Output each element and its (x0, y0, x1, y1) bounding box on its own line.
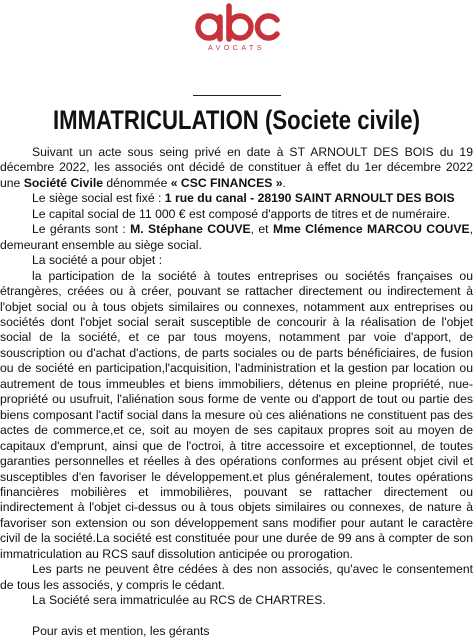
paragraph-managers (0, 222, 473, 253)
deed-text: Suivant un acte sous seing privé en date à ST ARNOULT DES BOIS du 19 décembre 2022, les associés ont décidé de constituer à effet du 1er décembre 2022 une (0, 145, 473, 190)
managers-residence: , demeurant ensemble au siège social. (0, 222, 473, 252)
paragraph-purpose-label: La société a pour objet : (32, 253, 163, 268)
notice-title: IMMATRICULATION (Societe civile) (53, 105, 420, 135)
company-logo (0, 0, 473, 62)
deed-text-2: dénommée (103, 175, 171, 190)
manager-2: Mme Clémence MARCOU COUVE (272, 222, 470, 237)
head-office-label: Le siège social est fixé : (32, 191, 165, 206)
head-office-address: 1 rue du canal - 28190 SAINT ARNOULT DES BOIS (164, 191, 455, 206)
company-name: « CSC FINANCES » (170, 175, 283, 190)
managers-sep: , et (250, 222, 273, 237)
paragraph-shares: Les parts ne peuvent être cédées à des non associés, qu'avec le consentement de tous les associés, y compris le cédant. (0, 562, 473, 592)
paragraph-registration: La Société sera immatriculée au RCS de CHARTRES. (32, 593, 326, 608)
logo-subtitle: AVOCATS (208, 45, 265, 52)
paragraph-signature: Pour avis et mention, les gérants (32, 623, 210, 638)
paragraph-purpose: la participation de la société à toutes entreprises ou sociétés françaises ou étrangères, créées ou à créer, pouvant se rattacher directement ou indirectement à l'objet social ou à tous objets similaires ou connexes, notamment aux entreprises ou sociétés dont l'objet social serait susceptible de concourir à la réalisation de l'objet social de la société, et ce par tous moyens, notamment par voie d'apport, de souscription ou d'achat d'actions, de parts sociales ou de parts bénéficiaires, de fusion ou de société en participation,l'acquisition, l'administration et la gestion par location ou autrement de tous immeubles et biens immobiliers, détenus en pleine propriété, nue-propriété ou usufruit, l'aliénation sous forme de vente ou d'apport de tout ou partie des biens composant l'actif social dans la mesure où ces aliénations ne constituent pas des actes de commerce,et ce, soit au moyen de ses capitaux propres soit au moyen de capitaux d'emprunt, ainsi que de l'octroi, à titre accessoire et exceptionnel, de toutes garanties personnelles et réelles à des opérations conformes au présent objet civil et susceptibles d'en favoriser le développement.et plus généralement, toutes opérations financières mobilières et immobilières, pouvant se rattacher directement ou indirectement à l'objet ci-dessus ou à tous objets similaires ou connexes, de nature à favoriser son extension ou son développement sans modifier pour autant le caractère civil de la société.La société est constituée pour une durée de 99 ans à compter de son immatriculation au RCS sauf dissolution anticipée ou prorogation. (0, 268, 473, 561)
title-divider (193, 95, 281, 96)
notice-body (0, 145, 473, 639)
company-form: Société Civile (23, 175, 103, 190)
managers-label: Le gérants sont : (32, 222, 131, 237)
deed-text-3: . (282, 175, 286, 190)
abc-logo-mark (191, 3, 283, 45)
paragraph-capital: Le capital social de 11 000 € est composé d'apports de titres et de numéraire. (32, 206, 451, 221)
paragraph-deed (0, 145, 473, 191)
paragraph-head-office (0, 191, 473, 206)
manager-1: M. Stéphane COUVE (130, 222, 251, 237)
